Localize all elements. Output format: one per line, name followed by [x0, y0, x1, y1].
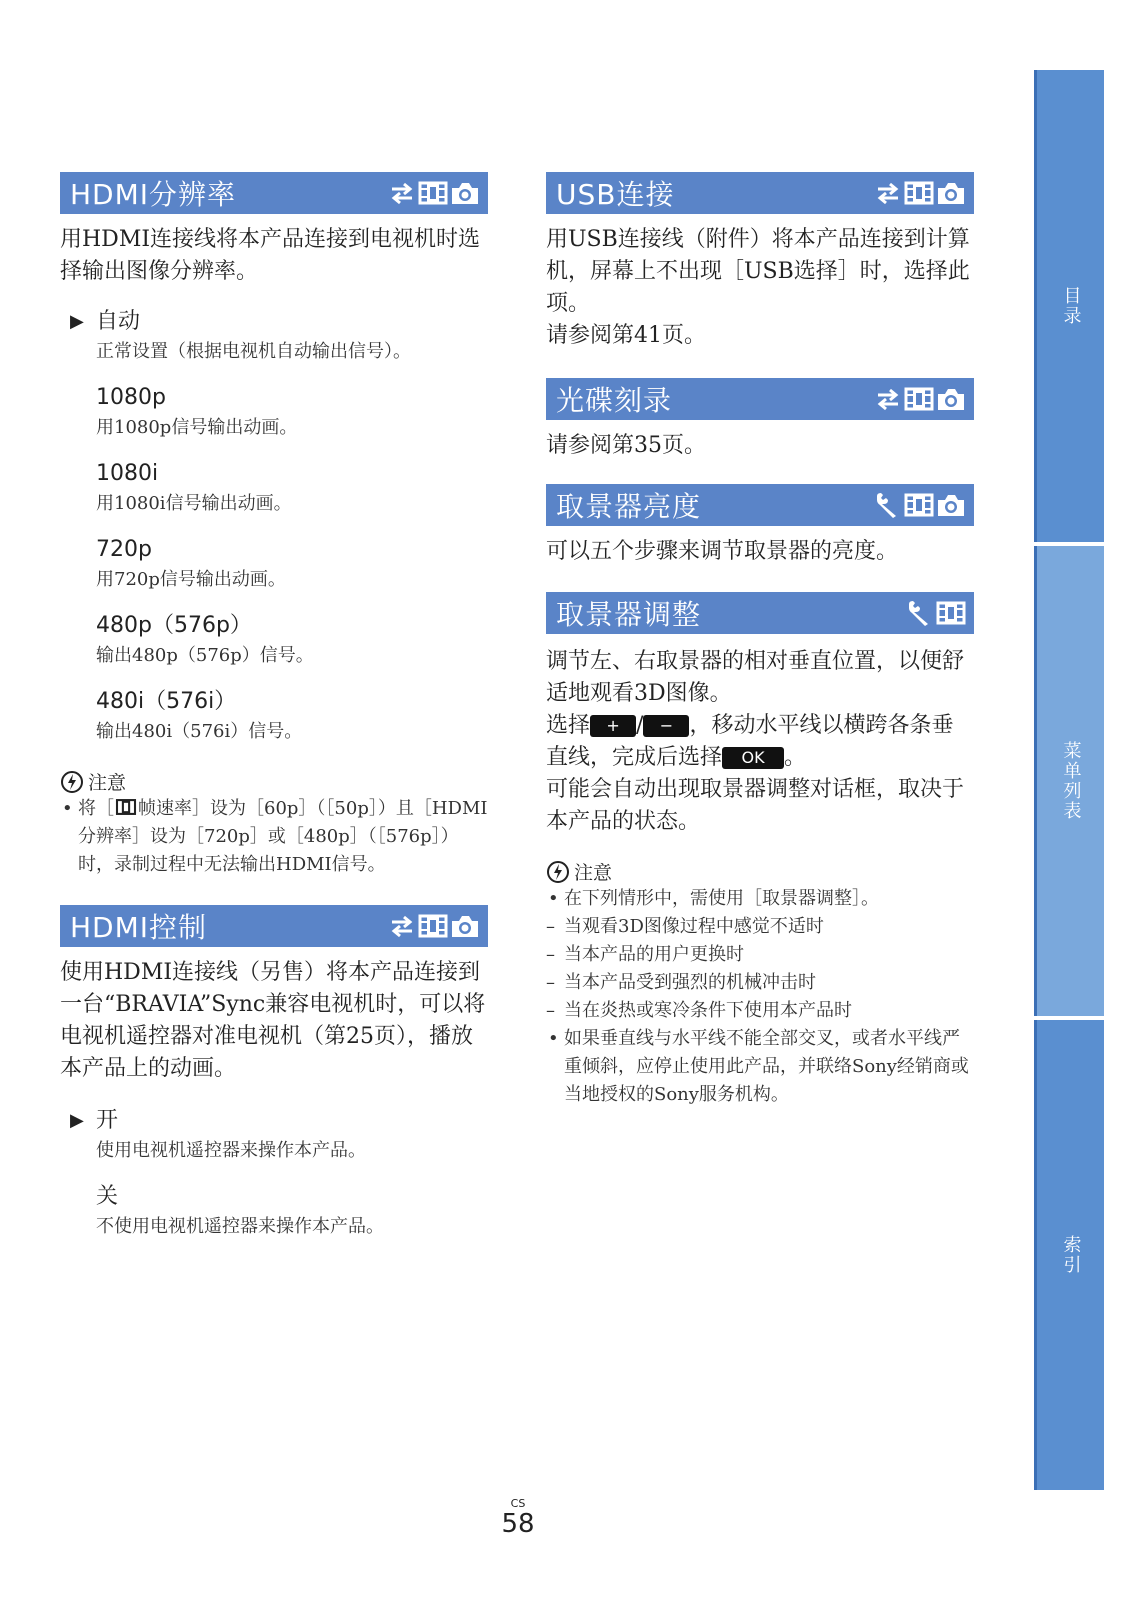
option-desc: 输出480i（576i）信号。	[96, 721, 303, 742]
text-fragment: 选择	[546, 713, 591, 738]
section-title: 取景器亮度	[556, 490, 702, 523]
note-heading	[60, 768, 488, 795]
tab-menu-list[interactable]	[1034, 546, 1104, 1016]
wrench-icon	[906, 600, 934, 626]
option-1080i	[60, 460, 488, 488]
section-text: 可能会自动出现取景器调整对话框，取决于本产品的状态。	[546, 777, 965, 834]
swap-arrows-icon	[388, 181, 416, 205]
option-label: 480i（576i）	[96, 689, 237, 714]
option-label: 720p	[96, 537, 152, 562]
film-icon	[418, 913, 448, 939]
right-column	[546, 172, 974, 1109]
option-label: 1080i	[96, 461, 159, 486]
mode-icons	[906, 599, 966, 627]
option-480p	[60, 612, 488, 640]
section-header-usb	[546, 172, 974, 214]
text-fragment: 。	[784, 745, 807, 770]
film-icon	[904, 180, 934, 206]
note-sub-item: – 当观看3D图像过程中感觉不适时	[546, 913, 974, 941]
camera-icon	[936, 386, 966, 412]
tab-label: 索引	[1060, 1235, 1082, 1275]
section-header-disc-burn	[546, 378, 974, 420]
tab-index[interactable]	[1034, 1020, 1104, 1490]
language-code: CS	[510, 1497, 526, 1510]
caution-icon	[546, 860, 570, 884]
tab-label: 目录	[1060, 286, 1082, 326]
page-reference: 请参阅第35页。	[546, 433, 706, 458]
note-sub-item: – 当在炎热或寒冷条件下使用本产品时	[546, 997, 974, 1025]
section-header-hdmi-resolution	[60, 172, 488, 214]
option-1080p	[60, 384, 488, 412]
option-off	[60, 1183, 488, 1211]
mode-icons	[874, 385, 966, 413]
slash: /	[636, 713, 644, 738]
film-icon	[904, 492, 934, 518]
option-desc: 用1080p信号输出动画。	[96, 417, 298, 438]
mode-icons	[388, 179, 480, 207]
caution-icon	[60, 770, 84, 794]
page-reference: 请参阅第41页。	[546, 323, 706, 348]
mode-icons	[874, 491, 966, 519]
wrench-icon	[874, 492, 902, 518]
option-480i	[60, 688, 488, 716]
section-header-vf-adjust	[546, 592, 974, 634]
camera-icon	[936, 492, 966, 518]
option-desc: 不使用电视机遥控器来操作本产品。	[96, 1216, 384, 1237]
page-number	[500, 1498, 536, 1538]
note-text-pre: 将［	[78, 798, 114, 819]
left-column	[60, 172, 488, 1239]
tab-contents[interactable]	[1034, 70, 1104, 542]
option-auto	[60, 308, 488, 336]
section-intro: 用USB连接线（附件）将本产品连接到计算机，屏幕上不出现［USB选择］时，选择此项。	[546, 227, 970, 316]
section-text: 调节左、右取景器的相对垂直位置，以便舒适地观看3D图像。	[546, 649, 965, 706]
ok-button-graphic: OK	[722, 747, 784, 769]
option-desc: 使用电视机遥控器来操作本产品。	[96, 1140, 366, 1161]
text-fragment: ，移动水平线以横跨各条垂直线，完成后选择	[546, 713, 954, 770]
note-sub-item: – 当本产品的用户更换时	[546, 941, 974, 969]
section-intro: 用HDMI连接线将本产品连接到电视机时选择输出图像分辨率。	[60, 227, 481, 284]
option-label: 开	[96, 1108, 119, 1133]
section-header-vf-brightness	[546, 484, 974, 526]
option-720p	[60, 536, 488, 564]
section-title: 取景器调整	[556, 598, 702, 631]
note-title: 注意	[88, 772, 127, 794]
option-label: 480p（576p）	[96, 613, 252, 638]
section-title: HDMI分辨率	[70, 178, 237, 211]
option-label: 自动	[96, 309, 141, 334]
mode-icons	[388, 912, 480, 940]
camera-icon	[936, 180, 966, 206]
note-text-post: 帧速率］设为［60p］（［50p］）且［HDMI分辨率］设为［720p］或［480p］（［576p］）时，录制过程中无法输出HDMI信号。	[78, 798, 488, 875]
mode-icons	[874, 179, 966, 207]
option-label: 关	[96, 1184, 119, 1209]
page-number-value: 58	[501, 1509, 535, 1539]
swap-arrows-icon	[388, 914, 416, 938]
swap-arrows-icon	[874, 181, 902, 205]
option-on	[60, 1107, 488, 1135]
section-title: 光碟刻录	[556, 384, 673, 417]
film-icon	[114, 798, 138, 816]
note-sub-item: – 当本产品受到强烈的机械冲击时	[546, 969, 974, 997]
note-item: • 如果垂直线与水平线不能全部交叉，或者水平线严重倾斜，应停止使用此产品，并联络Sony经销商或当地授权的Sony服务机构。	[546, 1025, 974, 1109]
camera-icon	[450, 180, 480, 206]
option-desc: 输出480p（576p）信号。	[96, 645, 314, 666]
film-icon	[936, 600, 966, 626]
note-heading	[546, 858, 974, 885]
option-label: 1080p	[96, 385, 166, 410]
section-title: USB连接	[556, 178, 675, 211]
section-title: HDMI控制	[70, 911, 208, 944]
section-text: 可以五个步骤来调节取景器的亮度。	[546, 539, 899, 564]
section-text-instructions	[546, 710, 974, 774]
note-title: 注意	[574, 862, 613, 884]
option-desc: 正常设置（根据电视机自动输出信号）。	[96, 341, 411, 362]
play-arrow-icon: ▶	[70, 311, 84, 332]
note-item: • 在下列情形中，需使用［取景器调整］。	[546, 885, 974, 913]
note-item	[60, 795, 488, 879]
section-intro: 使用HDMI连接线（另售）将本产品连接到一台“BRAVIA”Sync兼容电视机时，可以将电视机遥控器对准电视机（第25页），播放本产品上的动画。	[60, 960, 486, 1081]
plus-button-graphic: +	[590, 715, 636, 737]
option-desc: 用1080i信号输出动画。	[96, 493, 292, 514]
play-arrow-icon: ▶	[70, 1110, 84, 1131]
option-desc: 用720p信号输出动画。	[96, 569, 286, 590]
swap-arrows-icon	[874, 387, 902, 411]
tab-label: 菜单列表	[1060, 741, 1082, 821]
film-icon	[904, 386, 934, 412]
camera-icon	[450, 913, 480, 939]
film-icon	[418, 180, 448, 206]
minus-button-graphic: −	[643, 715, 689, 737]
section-header-hdmi-control	[60, 905, 488, 947]
